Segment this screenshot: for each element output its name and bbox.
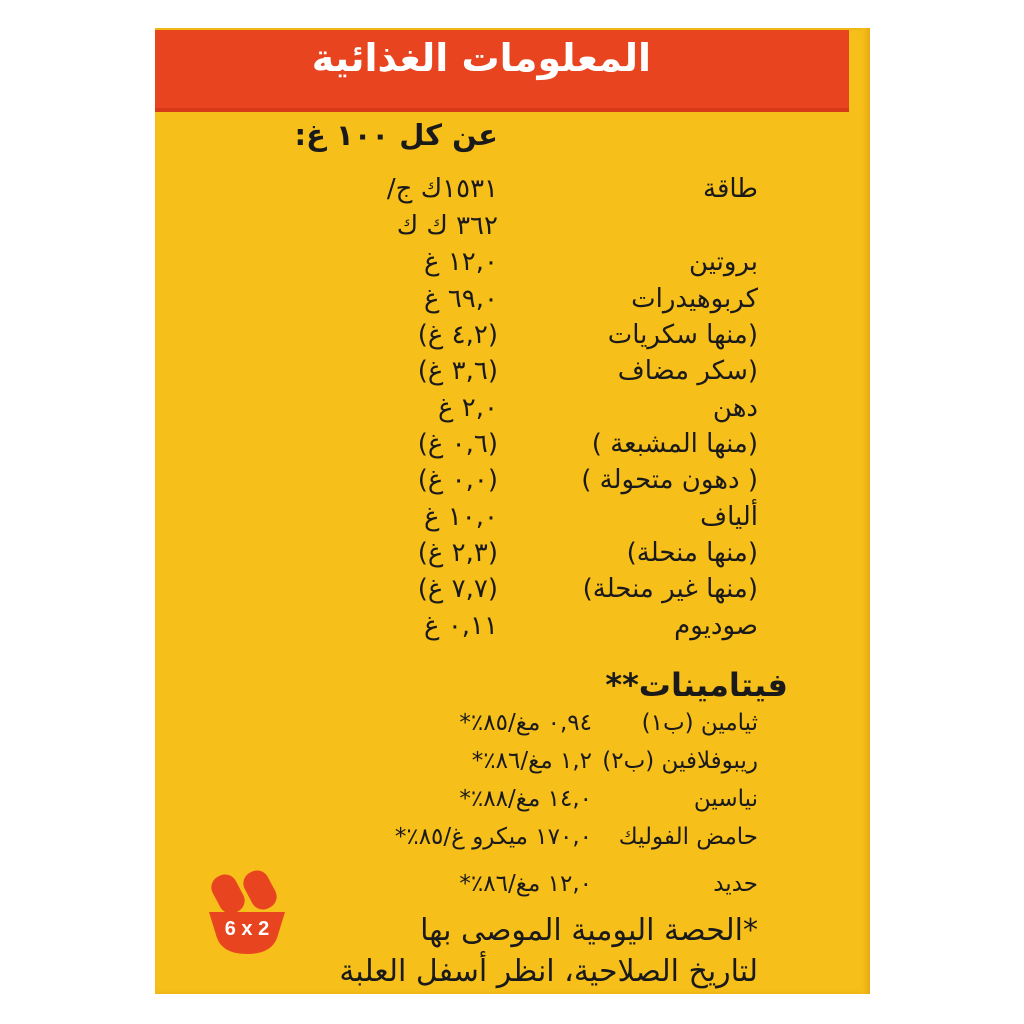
nutrient-row xyxy=(170,611,870,647)
vitamin-row xyxy=(170,748,870,782)
nutrient-label: (منها منحلة) xyxy=(626,538,758,568)
panel-title: المعلومات الغذائية xyxy=(311,36,651,80)
per-100g-label: عن كل ١٠٠ غ: xyxy=(294,118,498,152)
nutrient-label: (منها سكريات xyxy=(607,320,758,350)
vitamin-value: ٠,٩٤ مغ/٨٥٪* xyxy=(459,710,592,736)
nutrient-label: دهن xyxy=(712,393,758,423)
nutrient-label: طاقة xyxy=(703,174,758,204)
vitamin-value: ١٧٠,٠ ميكرو غ/٨٥٪* xyxy=(394,824,592,850)
nutrient-value: (٢,٣ غ) xyxy=(417,538,498,568)
vitamin-label: ريبوفلافين (ب٢) xyxy=(602,748,758,774)
nutrient-label: بروتين xyxy=(688,247,758,277)
vitamin-label: نياسين xyxy=(693,786,758,812)
nutrient-row xyxy=(170,247,870,283)
nutrient-row xyxy=(170,393,870,429)
nutrient-value: ٣٦٢ ك ك xyxy=(396,211,498,241)
nutrient-label: (منها المشبعة ) xyxy=(591,429,758,459)
nutrient-row xyxy=(170,574,870,610)
nutrient-value: (٤,٢ غ) xyxy=(417,320,498,350)
vitamin-value: ١٢,٠ مغ/٨٦٪* xyxy=(459,871,592,897)
nutrient-row xyxy=(170,174,870,210)
vitamin-row xyxy=(170,824,870,858)
vitamin-value: ١,٢ مغ/٨٦٪* xyxy=(471,748,592,774)
vitamin-value: ١٤,٠ مغ/٨٨٪* xyxy=(459,786,592,812)
nutrient-row xyxy=(170,502,870,538)
vitamin-label: ثيامين (ب١) xyxy=(641,710,758,736)
nutrient-label: (سكر مضاف xyxy=(617,356,758,386)
nutrient-row xyxy=(170,538,870,574)
nutrient-row xyxy=(170,356,870,392)
vitamins-title: فيتامينات** xyxy=(605,666,788,704)
vitamin-label: حامض الفوليك xyxy=(618,824,758,850)
nutrient-value: ٠,١١ غ xyxy=(424,611,498,641)
footnote-daily-value: *الحصة اليومية الموصى بها xyxy=(420,913,758,948)
nutrient-label: صوديوم xyxy=(674,611,758,641)
nutrient-label: كربوهيدرات xyxy=(631,284,758,314)
nutrient-label: ( دهون متحولة ) xyxy=(581,465,758,495)
nutrient-value: ١٢,٠ غ xyxy=(424,247,498,277)
nutrient-row xyxy=(170,465,870,501)
vitamin-label: حديد xyxy=(713,871,758,897)
nutrient-value: (٠,٦ غ) xyxy=(417,429,498,459)
nutrient-row xyxy=(170,211,870,247)
nutrient-row xyxy=(170,429,870,465)
vitamin-row xyxy=(170,786,870,820)
nutrient-label: ألياف xyxy=(700,502,758,532)
biscuits-bowl-icon xyxy=(205,868,289,958)
header-band xyxy=(155,30,849,112)
nutrient-value: ١٠,٠ غ xyxy=(424,502,498,532)
nutrient-value: (٧,٧ غ) xyxy=(417,574,498,604)
nutrient-value: (٠,٠ غ) xyxy=(417,465,498,495)
logo-text: 6 x 2 xyxy=(224,918,270,940)
nutrient-row xyxy=(170,284,870,320)
nutrient-row xyxy=(170,320,870,356)
nutrient-value: (٣,٦ غ) xyxy=(417,356,498,386)
footnote-expiry: لتاريخ الصلاحية، انظر أسفل العلبة xyxy=(339,954,758,989)
nutrient-value: ٦٩,٠ غ xyxy=(424,284,498,314)
nutrient-value: ٢,٠ غ xyxy=(438,393,498,423)
nutrition-panel xyxy=(155,28,870,994)
nutrient-label: (منها غير منحلة) xyxy=(582,574,758,604)
vitamin-row xyxy=(170,710,870,744)
nutrient-value: ١٥٣١ك ج/ xyxy=(386,174,498,204)
